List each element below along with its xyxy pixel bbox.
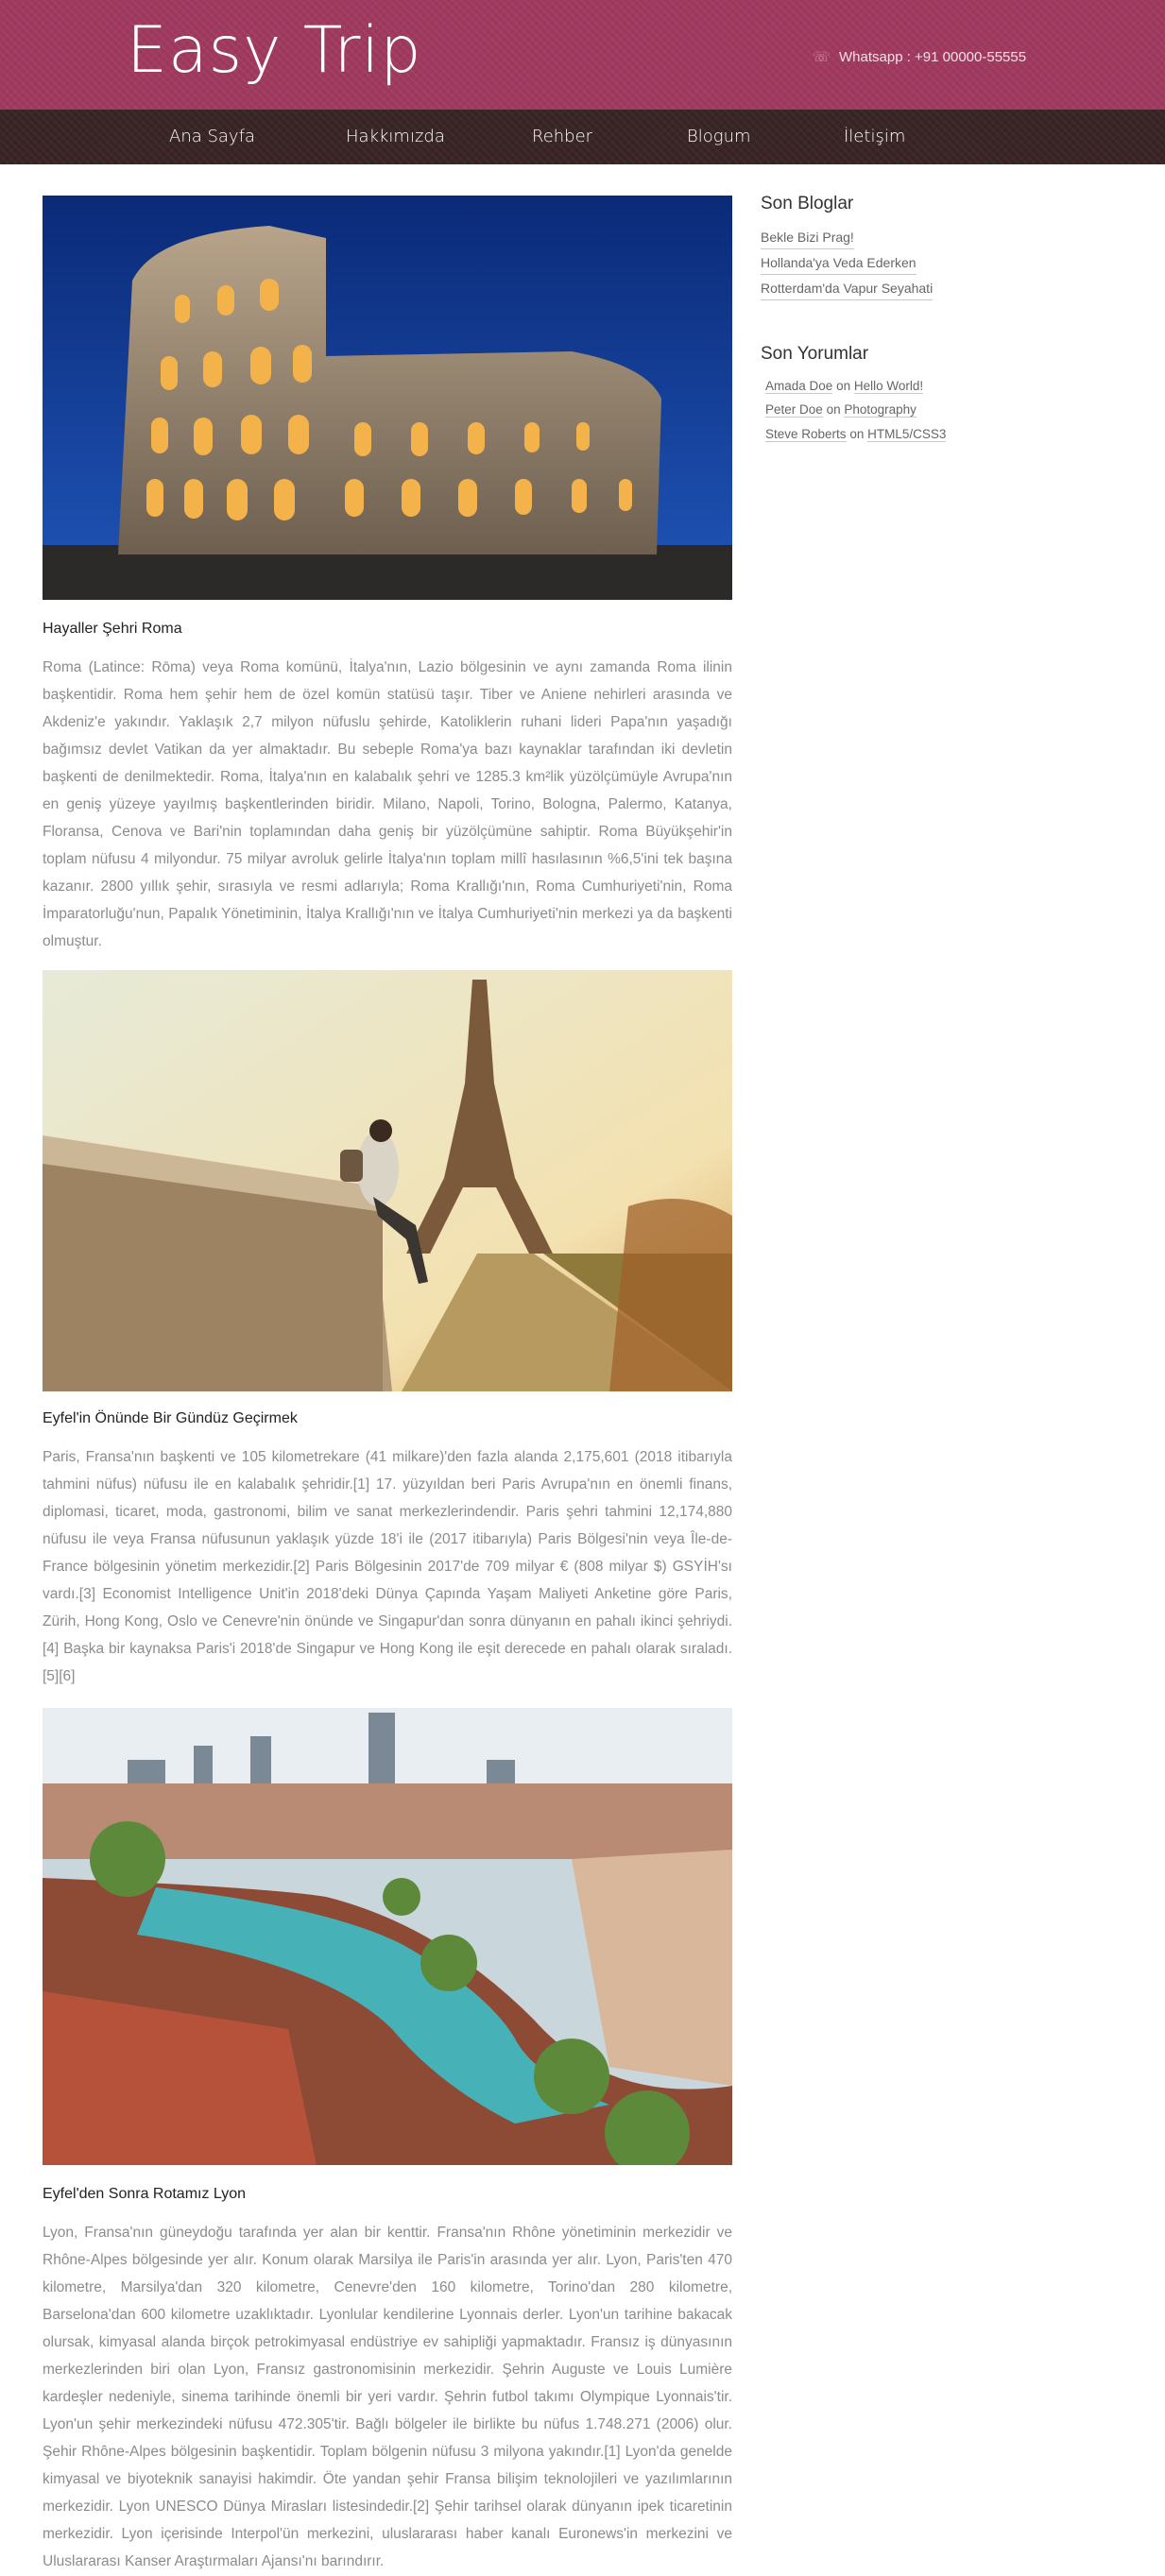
sidebar-blog-link[interactable]: Hollanda'ya Veda Ederken	[761, 253, 917, 275]
post-title[interactable]: Eyfel'den Sonra Rotamız Lyon	[43, 2186, 247, 2202]
sidebar-comments-title: Son Yorumlar	[761, 344, 869, 364]
nav-item-blog[interactable]: Blogum	[687, 127, 751, 146]
nav-item-about[interactable]: Hakkımızda	[346, 127, 445, 146]
post-image-lyon[interactable]	[43, 1708, 732, 2165]
comment-author-link[interactable]: Amada Doe	[765, 379, 833, 393]
post-text: Paris, Fransa'nın başkenti ve 105 kilometrekare (41 milkare)'den fazla alanda 2,175,601 (2018 itibarıyla tahmini nüfus) nüfusu ile en kalabalık şehridir.[1] 17. yüzyıldan beri Paris Avrupa'nın en önemli finans, diplomasi, ticaret, moda, gastronomi, bilim ve sanat merkezlerindendir. Paris şehri tahmini 12,174,880 nüfusu ile veya Fransa nüfusunun yaklaşık yüzde 18'i ile (2017 itibarıyla) Paris Bölgesi'nin veya Île-de-France bölgesinin yönetim merkezidir.[2] Paris Bölgesinin 2017'de 709 milyar € (808 milyar $) GSYİH'sı vardı.[3] Economist Intelligence Unit'in 2018'deki Dünya Çapında Yaşam Maliyeti Anketine göre Paris, Zürih, Hong Kong, Oslo ve Cenevre'nin önünde ve Singapur'dan sonra dünyanın en pahalı ikinci şehriydi.[4] Başka bir kaynaksa Paris'i 2018'de Singapur ve Hong Kong ile eşit derecede en pahalı olarak sıraladı.[5][6]	[43, 1449, 732, 1684]
post-text: Roma (Latince: Rōma) veya Roma komünü, İtalya'nın, Lazio bölgesinin ve aynı zamanda Roma ilinin başkentidir. Roma hem şehir hem de özel komün statüsü taşır. Tiber ve Aniene nehirleri arasında ve Akdeniz'e yakındır. Yaklaşık 2,7 milyon nüfuslu şehirde, Katoliklerin ruhani lideri Papa'nın yaşadığı bağımsız devlet Vatikan da yer almaktadır. Bu sebeple Roma'ya bazı kaynaklar tarafından iki devletin başkenti de denilmektedir. Roma, İtalya'nın en kalabalık şehri ve 1285.3 km²lik yüzölçümüyle Avrupa'nın en geniş yüzeye yayılmış başkentlerinden biridir. Milano, Napoli, Torino, Bologna, Palermo, Katanya, Floransa, Cenova ve Bari'nin toplamından daha geniş bir yüzölçümüne sahiptir. Roma Büyükşehir'in toplam nüfusu 4 milyondur. 75 milyar avroluk gelirle İtalya'nın toplam millî hasılasının %6,5'ini tek başına kazanır. 2800 yıllık şehir, sırasıyla ve resmi adlarıyla; Roma Krallığı'nın, Roma Cumhuriyeti'nin, Roma İmparatorluğu'nun, Papalık Yönetiminin, İtalya Krallığı'nın ve İtalya Cumhuriyeti'nin merkezi ya da başkenti olmuştur.	[43, 659, 732, 949]
nav-item-contact[interactable]: İletişim	[844, 127, 906, 146]
comment-post-link[interactable]: Hello World!	[853, 379, 924, 393]
comment-post-link[interactable]: Photography	[844, 402, 917, 417]
comment-author-link[interactable]: Steve Roberts	[765, 427, 847, 441]
post-title[interactable]: Eyfel'in Önünde Bir Gündüz Geçirmek	[43, 1410, 298, 1426]
post-text: Lyon, Fransa'nın güneydoğu tarafında yer alan bir kenttir. Fransa'nın Rhône yönetiminin merkezidir ve Rhône-Alpes bölgesinde yer alır. Konum olarak Marsilya ile Paris'in arasında yer alır. Lyon, Paris'ten 470 kilometre, Marsilya'dan 320 kilometre, Cenevre'den 160 kilometre, Torino'dan 280 kilometre, Barselona'dan 600 kilometre uzaklıktadır. Lyonlular kendilerine Lyonnais derler. Lyon'un tarihine bakacak olursak, kimyasal alanda birçok petrokimyasal endüstriye ev sahipliği yapmaktadır. Fransız iş dünyasının merkezlerinden biri olan Lyon, Fransız gastronomisinin merkezidir. Şehrin Auguste ve Louis Lumière kardeşler nedeniyle, sinema tarihinde önemli bir yeri vardır. Şehrin futbol takımı Olympique Lyonnais'tir. Lyon'un şehir merkezindeki nüfusu 472.305'tir. Bağlı bölgeler ile birlikte bu nüfus 1.748.271 (2006) olur. Şehir Rhône-Alpes bölgesinin başkentidir. Toplam bölgenin nüfusu 3 milyona yakındır.[1] Lyon'da genelde kimyasal ve biyoteknik sanayisi hakimdir. Öte yandan şehir Fransa bilişim teknolojileri ve yazılımlarının merkezidir. Lyon UNESCO Dünya Mirasları listesindedir.[2] Şehir tarihsel olarak dünyanın ipek ticaretinin merkezidir. Lyon içerisinde Interpol'ün merkezini, uluslararası haber kanalı Euronews'in merkezini ve Uluslararası Kanser Araştırmaları Ajansı'nı barındırır.	[43, 2225, 732, 2569]
sidebar-comment	[765, 377, 923, 396]
comment-author-link[interactable]: Peter Doe	[765, 402, 823, 417]
nav-item-home[interactable]: Ana Sayfa	[169, 127, 255, 146]
whatsapp-contact	[813, 49, 1026, 65]
sidebar-blogs-title: Son Bloglar	[761, 194, 854, 213]
comment-post-link[interactable]: HTML5/CSS3	[867, 427, 947, 441]
phone-icon: ☏	[813, 48, 831, 65]
main-nav	[0, 110, 1165, 164]
post-title[interactable]: Hayaller Şehri Roma	[43, 621, 182, 637]
sidebar-blog-link[interactable]: Rotterdam'da Vapur Seyahati	[761, 279, 933, 300]
post-image-paris[interactable]	[43, 970, 732, 1391]
post-image-rome[interactable]	[43, 196, 732, 600]
sidebar-comment	[765, 425, 946, 444]
site-logo[interactable]: Easy Trip	[127, 13, 422, 88]
whatsapp-number: Whatsapp : +91 00000-55555	[839, 49, 1027, 65]
comment-on-text: on	[826, 402, 841, 417]
nav-item-guide[interactable]: Rehber	[532, 127, 593, 146]
comment-on-text: on	[836, 379, 851, 393]
comment-on-text: on	[849, 427, 865, 441]
site-header	[0, 0, 1165, 110]
sidebar-blog-link[interactable]: Bekle Bizi Prag!	[761, 228, 854, 249]
sidebar-comment	[765, 401, 917, 419]
